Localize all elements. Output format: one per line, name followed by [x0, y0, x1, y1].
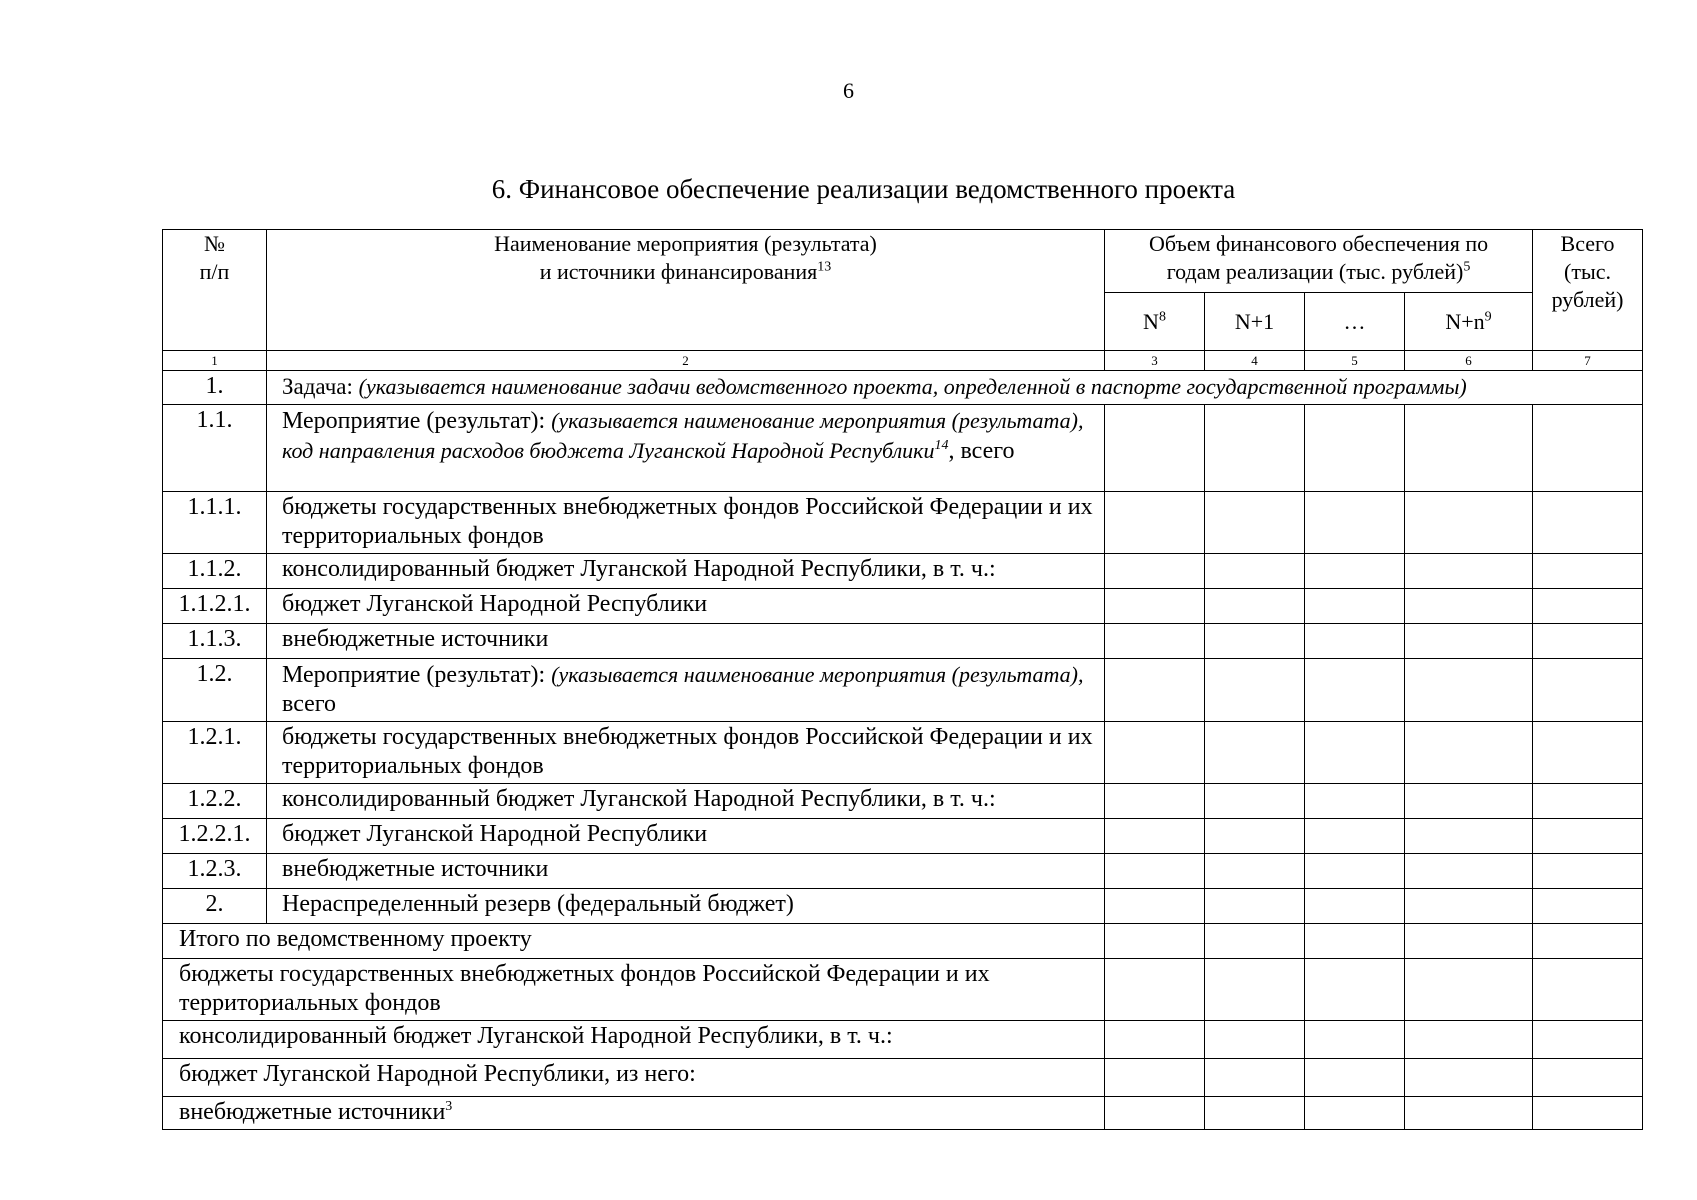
row-num: 1.1.2.1. — [163, 589, 267, 624]
cell-value — [1405, 722, 1533, 784]
task-text: Задача: (указывается наименование задачи ведомственного проекта, определенной в паспорте государственной программы) — [267, 371, 1643, 405]
header-num — [163, 230, 267, 351]
table-row — [163, 819, 1643, 854]
table-row — [163, 554, 1643, 589]
row-num: 1. — [163, 371, 267, 405]
cell-value — [1405, 589, 1533, 624]
header-name — [267, 230, 1105, 351]
row-text: бюджет Луганской Народной Республики — [267, 819, 1105, 854]
row-num: 2. — [163, 889, 267, 924]
cell-value — [1205, 784, 1305, 819]
cell-value — [1105, 784, 1205, 819]
row-text: Мероприятие (результат): (указывается наименование мероприятия (результата), код направления расходов бюджета Луганской Народной Республики$^{14}$, всего — [267, 405, 1105, 492]
cell-value — [1105, 554, 1205, 589]
row-text: внебюджетные источники — [267, 854, 1105, 889]
row-text: консолидированный бюджет Луганской Народной Республики, в т. ч.: — [267, 784, 1105, 819]
row-text: Мероприятие (результат): (указывается наименование мероприятия (результата), всего — [267, 659, 1105, 722]
summary-text: консолидированный бюджет Луганской Народной Республики, в т. ч.: — [163, 1021, 1105, 1059]
cell-value — [1305, 1021, 1405, 1059]
cell-value — [1405, 959, 1533, 1021]
cell-value — [1533, 659, 1643, 722]
row-num: 1.1. — [163, 405, 267, 492]
cell-value — [1405, 889, 1533, 924]
cell-value — [1405, 854, 1533, 889]
section-title: 6. Финансовое обеспечение реализации ведомственного проекта — [491, 174, 1236, 204]
summary-text: бюджет Луганской Народной Республики, из него: — [163, 1059, 1105, 1097]
cell-value — [1305, 659, 1405, 722]
cell-value — [1205, 624, 1305, 659]
header-volume-line2: годам реализации (тыс. рублей) — [1166, 259, 1464, 284]
cell-value — [1205, 1097, 1305, 1130]
summary-text: внебюджетные источники$^3$ — [163, 1097, 1105, 1130]
column-number: 4 — [1205, 351, 1305, 371]
cell-value — [1533, 589, 1643, 624]
header-volume-line2-wrap — [1105, 258, 1532, 286]
row-num: 1.2.3. — [163, 854, 267, 889]
cell-value — [1205, 959, 1305, 1021]
cell-value — [1105, 589, 1205, 624]
column-number: 5 — [1305, 351, 1405, 371]
cell-value — [1405, 1059, 1533, 1097]
header-num-line2: п/п — [199, 259, 230, 284]
cell-value — [1533, 1021, 1643, 1059]
cell-value — [1405, 554, 1533, 589]
header-num-line1: № — [204, 231, 225, 256]
cell-value — [1105, 854, 1205, 889]
cell-value — [1305, 1097, 1405, 1130]
header-year-nn: $N+n^9$ — [1405, 293, 1533, 351]
row-num: 1.2. — [163, 659, 267, 722]
cell-value — [1405, 1097, 1533, 1130]
cell-value — [1533, 1059, 1643, 1097]
cell-value — [1305, 959, 1405, 1021]
page-number: 6 — [843, 78, 854, 103]
header-volume-sup: 5 — [1463, 259, 1471, 275]
cell-value — [1305, 589, 1405, 624]
cell-value — [1105, 492, 1205, 554]
table-row — [163, 405, 1643, 492]
cell-value — [1405, 784, 1533, 819]
cell-value — [1205, 1059, 1305, 1097]
column-number: 2 — [267, 351, 1105, 371]
header-total-line2: (тыс. — [1564, 259, 1612, 284]
summary-text: Итого по ведомственному проекту — [163, 924, 1105, 959]
row-text: бюджеты государственных внебюджетных фондов Российской Федерации и их территориальных фондов — [267, 492, 1105, 554]
cell-value — [1105, 924, 1205, 959]
header-name-line2-wrap — [267, 258, 1104, 286]
cell-value — [1105, 624, 1205, 659]
cell-value — [1205, 889, 1305, 924]
cell-value — [1205, 1021, 1305, 1059]
header-year-ellipsis: … — [1305, 293, 1405, 351]
row-text: консолидированный бюджет Луганской Народной Республики, в т. ч.: — [267, 554, 1105, 589]
table-row — [163, 589, 1643, 624]
column-number: 6 — [1405, 351, 1533, 371]
cell-value — [1105, 889, 1205, 924]
cell-value — [1533, 819, 1643, 854]
cell-value — [1305, 554, 1405, 589]
cell-value — [1105, 1059, 1205, 1097]
cell-value — [1305, 784, 1405, 819]
cell-value — [1305, 924, 1405, 959]
cell-value — [1533, 405, 1643, 492]
task-row — [163, 371, 1643, 405]
cell-value — [1205, 492, 1305, 554]
table-row — [163, 624, 1643, 659]
summary-row — [163, 959, 1643, 1021]
cell-value — [1105, 959, 1205, 1021]
cell-value — [1533, 554, 1643, 589]
cell-value — [1305, 1059, 1405, 1097]
row-num: 1.2.2. — [163, 784, 267, 819]
summary-row — [163, 924, 1643, 959]
cell-value — [1405, 924, 1533, 959]
table-row — [163, 659, 1643, 722]
cell-value — [1205, 722, 1305, 784]
cell-value — [1305, 854, 1405, 889]
cell-value — [1405, 624, 1533, 659]
table-row — [163, 784, 1643, 819]
cell-value — [1205, 554, 1305, 589]
cell-value — [1105, 405, 1205, 492]
row-text: внебюджетные источники — [267, 624, 1105, 659]
cell-value — [1205, 854, 1305, 889]
cell-value — [1533, 624, 1643, 659]
header-name-line1: Наименование мероприятия (результата) — [494, 231, 877, 256]
cell-value — [1105, 722, 1205, 784]
cell-value — [1305, 624, 1405, 659]
column-number: 7 — [1533, 351, 1643, 371]
header-volume-line1: Объем финансового обеспечения по — [1148, 231, 1489, 256]
table-row — [163, 854, 1643, 889]
cell-value — [1533, 924, 1643, 959]
row-num: 1.2.1. — [163, 722, 267, 784]
row-num: 1.1.1. — [163, 492, 267, 554]
column-number: 1 — [163, 351, 267, 371]
table-row — [163, 722, 1643, 784]
cell-value — [1405, 819, 1533, 854]
financing-table — [162, 229, 1643, 1130]
column-number: 3 — [1105, 351, 1205, 371]
cell-value — [1405, 492, 1533, 554]
table-row — [163, 889, 1643, 924]
cell-value — [1105, 1021, 1205, 1059]
header-total-line3: рублей) — [1551, 287, 1624, 312]
row-text: бюджет Луганской Народной Республики — [267, 589, 1105, 624]
summary-row — [163, 1059, 1643, 1097]
header-year-n: $N^8$ — [1105, 293, 1205, 351]
cell-value — [1305, 405, 1405, 492]
row-num: 1.1.3. — [163, 624, 267, 659]
row-num: 1.2.2.1. — [163, 819, 267, 854]
header-total — [1533, 230, 1643, 351]
summary-row — [163, 1021, 1643, 1059]
cell-value — [1205, 589, 1305, 624]
cell-value — [1305, 492, 1405, 554]
cell-value — [1533, 722, 1643, 784]
header-year-n1: N+1 — [1205, 293, 1305, 351]
row-num: 1.1.2. — [163, 554, 267, 589]
cell-value — [1205, 819, 1305, 854]
header-name-sup: 13 — [817, 259, 832, 275]
cell-value — [1533, 1097, 1643, 1130]
table-row — [163, 492, 1643, 554]
summary-row — [163, 1097, 1643, 1130]
cell-value — [1405, 1021, 1533, 1059]
cell-value — [1533, 959, 1643, 1021]
cell-value — [1305, 819, 1405, 854]
cell-value — [1405, 659, 1533, 722]
header-volume — [1105, 230, 1533, 293]
cell-value — [1205, 924, 1305, 959]
cell-value — [1533, 492, 1643, 554]
cell-value — [1533, 889, 1643, 924]
header-name-line2: и источники финансирования — [539, 259, 818, 284]
cell-value — [1405, 405, 1533, 492]
row-text: бюджеты государственных внебюджетных фондов Российской Федерации и их территориальных фондов — [267, 722, 1105, 784]
cell-value — [1305, 889, 1405, 924]
cell-value — [1205, 659, 1305, 722]
cell-value — [1105, 819, 1205, 854]
cell-value — [1105, 1097, 1205, 1130]
header-total-line1: Всего — [1560, 231, 1615, 256]
row-text: Нераспределенный резерв (федеральный бюджет) — [267, 889, 1105, 924]
cell-value — [1533, 854, 1643, 889]
summary-text: бюджеты государственных внебюджетных фондов Российской Федерации и их территориальных фондов — [163, 959, 1105, 1021]
cell-value — [1533, 784, 1643, 819]
cell-value — [1305, 722, 1405, 784]
cell-value — [1205, 405, 1305, 492]
cell-value — [1105, 659, 1205, 722]
